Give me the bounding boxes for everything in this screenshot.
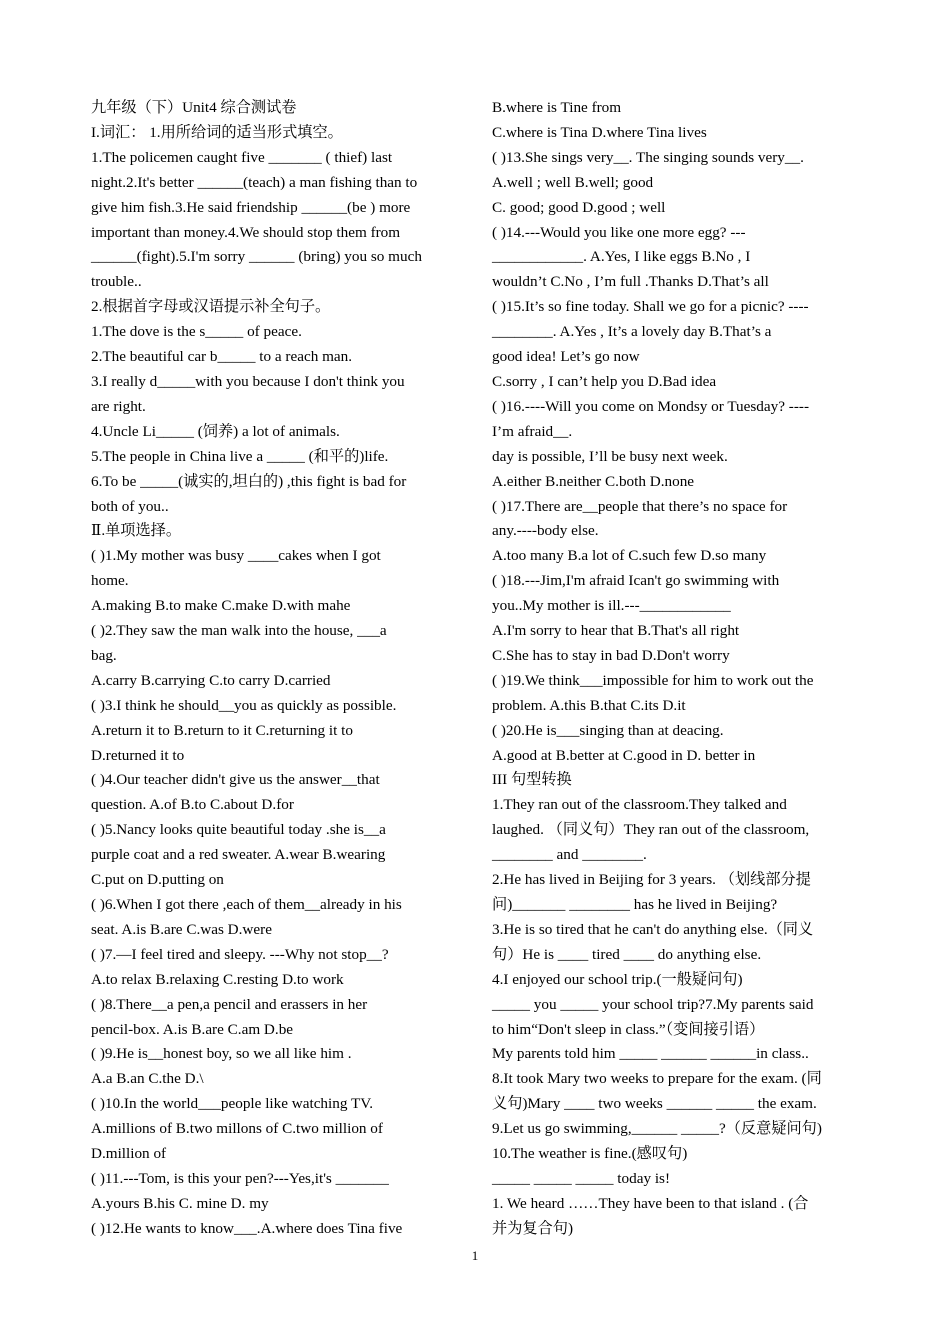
text-line: good idea! Let’s go now	[492, 348, 640, 366]
page-number: 1	[471, 1248, 479, 1263]
text-line: 2.根据首字母或汉语提示补全句子。	[91, 298, 331, 316]
text-line: ( )1.My mother was busy ____cakes when I got	[91, 547, 381, 565]
text-line: ( )11.---Tom, is this your pen?---Yes,it's _______	[91, 1169, 389, 1187]
text-line: problem. A.this B.that C.its D.it	[492, 696, 686, 714]
text-line: both of you..	[91, 497, 169, 515]
text-line: A.to relax B.relaxing C.resting D.to work	[91, 970, 344, 988]
text-line: III 句型转换	[492, 771, 572, 789]
text-line: 8.It took Mary two weeks to prepare for the exam. (同	[492, 1070, 822, 1088]
left-column	[91, 96, 461, 1242]
text-line: ( )7.—I feel tired and sleepy. ---Why not stop__?	[91, 945, 389, 963]
text-line: ( )17.There are__people that there’s no space for	[492, 497, 788, 515]
text-line: ( )3.I think he should__you as quickly as possible.	[91, 696, 397, 714]
text-line: ____________. A.Yes, I like eggs B.No , I	[492, 248, 751, 266]
text-line: A.well ; well B.well; good	[492, 173, 654, 191]
text-line: 句）He is ____ tired ____ do anything else.	[492, 945, 762, 963]
text-line: I’m afraid__.	[492, 422, 573, 440]
text-line: B.where is Tine from	[492, 99, 622, 116]
text-line: ( )12.He wants to know___.A.where does Tina five	[91, 1219, 403, 1237]
text-line: ( )5.Nancy looks quite beautiful today .she is__a	[91, 821, 386, 839]
text-line: ______(fight).5.I'm sorry ______ (bring) you so much	[91, 248, 422, 266]
text-line: A.return it to B.return to it C.returning it to	[91, 721, 353, 739]
text-line: A.either B.neither C.both D.none	[492, 472, 695, 490]
text-line: any.----body else.	[492, 522, 599, 540]
text-line: ________ and ________.	[492, 846, 647, 864]
text-line: C. good; good D.good ; well	[492, 198, 666, 216]
text-line: A.yours B.his C. mine D. my	[91, 1194, 269, 1212]
text-line: wouldn’t C.No , I’m full .Thanks D.That’s all	[492, 273, 769, 291]
text-line: 10.The weather is fine.(感叹句)	[492, 1145, 688, 1163]
text-line: 九年级（下）Unit4 综合测试卷	[91, 99, 297, 116]
text-line: important than money.4.We should stop them from	[91, 223, 401, 241]
text-line: trouble..	[91, 273, 142, 291]
text-line: 2.The beautiful car b_____ to a reach man.	[91, 348, 353, 366]
text-line: ( )14.---Would you like one more egg? ---	[492, 223, 746, 241]
text-line: home.	[91, 572, 129, 590]
text-line: A.millions of B.two millons of C.two million of	[91, 1120, 383, 1138]
text-line: 义句)Mary ____ two weeks ______ _____ the exam.	[492, 1095, 817, 1113]
text-line: A.making B.to make C.make D.with mahe	[91, 597, 351, 615]
text-line: 3.He is so tired that he can't do anything else.（同义	[492, 920, 814, 938]
text-line: D.million of	[91, 1145, 167, 1163]
text-line: C.where is Tina D.where Tina lives	[492, 123, 707, 141]
text-line: _____ _____ _____ today is!	[492, 1169, 671, 1187]
text-line: question. A.of B.to C.about D.for	[91, 796, 294, 814]
text-line: day is possible, I’ll be busy next week.	[492, 447, 728, 465]
text-line: ( )4.Our teacher didn't give us the answer__that	[91, 771, 380, 789]
text-line: give him fish.3.He said friendship ______(be ) more	[91, 198, 411, 216]
text-line: ( )2.They saw the man walk into the house, ___a	[91, 622, 387, 640]
right-column	[492, 96, 864, 1242]
text-line: 并为复合句)	[492, 1219, 573, 1237]
text-line: ( )19.We think___impossible for him to work out the	[492, 671, 814, 689]
text-line: bag.	[91, 646, 117, 664]
text-line: A.too many B.a lot of C.such few D.so many	[492, 547, 767, 565]
text-line: seat. A.is B.are C.was D.were	[91, 920, 272, 938]
text-line: D.returned it to	[91, 746, 185, 764]
text-line: 1.They ran out of the classroom.They talked and	[492, 796, 787, 814]
text-line: My parents told him _____ ______ ______in class..	[492, 1045, 809, 1063]
text-line: ( )20.He is___singing than at deacing.	[492, 721, 724, 739]
text-line: 1. We heard ……They have been to that island . (合	[492, 1194, 809, 1212]
text-line: 4.Uncle Li_____ (饲养) a lot of animals.	[91, 422, 340, 440]
text-line: 3.I really d_____with you because I don't think you	[91, 372, 405, 390]
text-line: are right.	[91, 397, 146, 415]
text-line: 6.To be _____(诚实的,坦白的) ,this fight is bad for	[91, 472, 407, 490]
text-line: ( )16.----Will you come on Mondsy or Tuesday? ----	[492, 397, 810, 415]
text-line: 4.I enjoyed our school trip.(一般疑问句)	[492, 970, 743, 988]
text-line: _____ you _____ your school trip?7.My parents said	[492, 995, 814, 1013]
text-line: I.词汇： 1.用所给词的适当形式填空。	[91, 123, 343, 141]
text-line: C.She has to stay in bad D.Don't worry	[492, 646, 730, 664]
text-line: A.a B.an C.the D.\	[91, 1070, 204, 1088]
text-line: ( )6.When I got there ,each of them__already in his	[91, 896, 402, 913]
text-line: night.2.It's better ______(teach) a man fishing than to	[91, 173, 418, 191]
text-line: 问)_______ ________ has he lived in Beijing?	[492, 896, 778, 913]
text-line: A.carry B.carrying C.to carry D.carried	[91, 671, 331, 689]
text-line: C.sorry , I can’t help you D.Bad idea	[492, 372, 717, 390]
text-line: ( )10.In the world___people like watching TV.	[91, 1095, 374, 1113]
text-line: to him“Don't sleep in class.”（变间接引语）	[492, 1020, 765, 1038]
text-line: C.put on D.putting on	[91, 871, 224, 889]
text-line: ( )18.---Jim,I'm afraid Ican't go swimming with	[492, 572, 780, 590]
text-line: 1.The dove is the s_____ of peace.	[91, 323, 302, 341]
text-line: ( )13.She sings very__. The singing sounds very__.	[492, 148, 804, 166]
text-line: purple coat and a red sweater. A.wear B.wearing	[91, 846, 386, 864]
text-line: Ⅱ.单项选择。	[91, 522, 182, 540]
text-line: pencil-box. A.is B.are C.am D.be	[91, 1020, 294, 1038]
text-line: A.good at B.better at C.good in D. better in	[492, 746, 756, 764]
text-line: A.I'm sorry to hear that B.That's all right	[492, 622, 740, 640]
text-line: 5.The people in China live a _____ (和平的)life.	[91, 447, 389, 465]
text-line: you..My mother is ill.---____________	[492, 597, 731, 615]
text-line: 2.He has lived in Beijing for 3 years. （划线部分提	[492, 871, 811, 889]
text-line: 9.Let us go swimming,______ _____?（反意疑问句)	[492, 1120, 822, 1138]
text-line: ( )8.There__a pen,a pencil and erassers in her	[91, 995, 368, 1013]
text-line: ________. A.Yes , It’s a lovely day B.That’s a	[492, 323, 772, 341]
text-line: ( )9.He is__honest boy, so we all like him .	[91, 1045, 352, 1063]
text-line: laughed. （同义句）They ran out of the classroom,	[492, 821, 810, 839]
text-line: ( )15.It’s so fine today. Shall we go for a picnic? ----	[492, 298, 809, 316]
text-line: 1.The policemen caught five _______ ( thief) last	[91, 148, 393, 166]
